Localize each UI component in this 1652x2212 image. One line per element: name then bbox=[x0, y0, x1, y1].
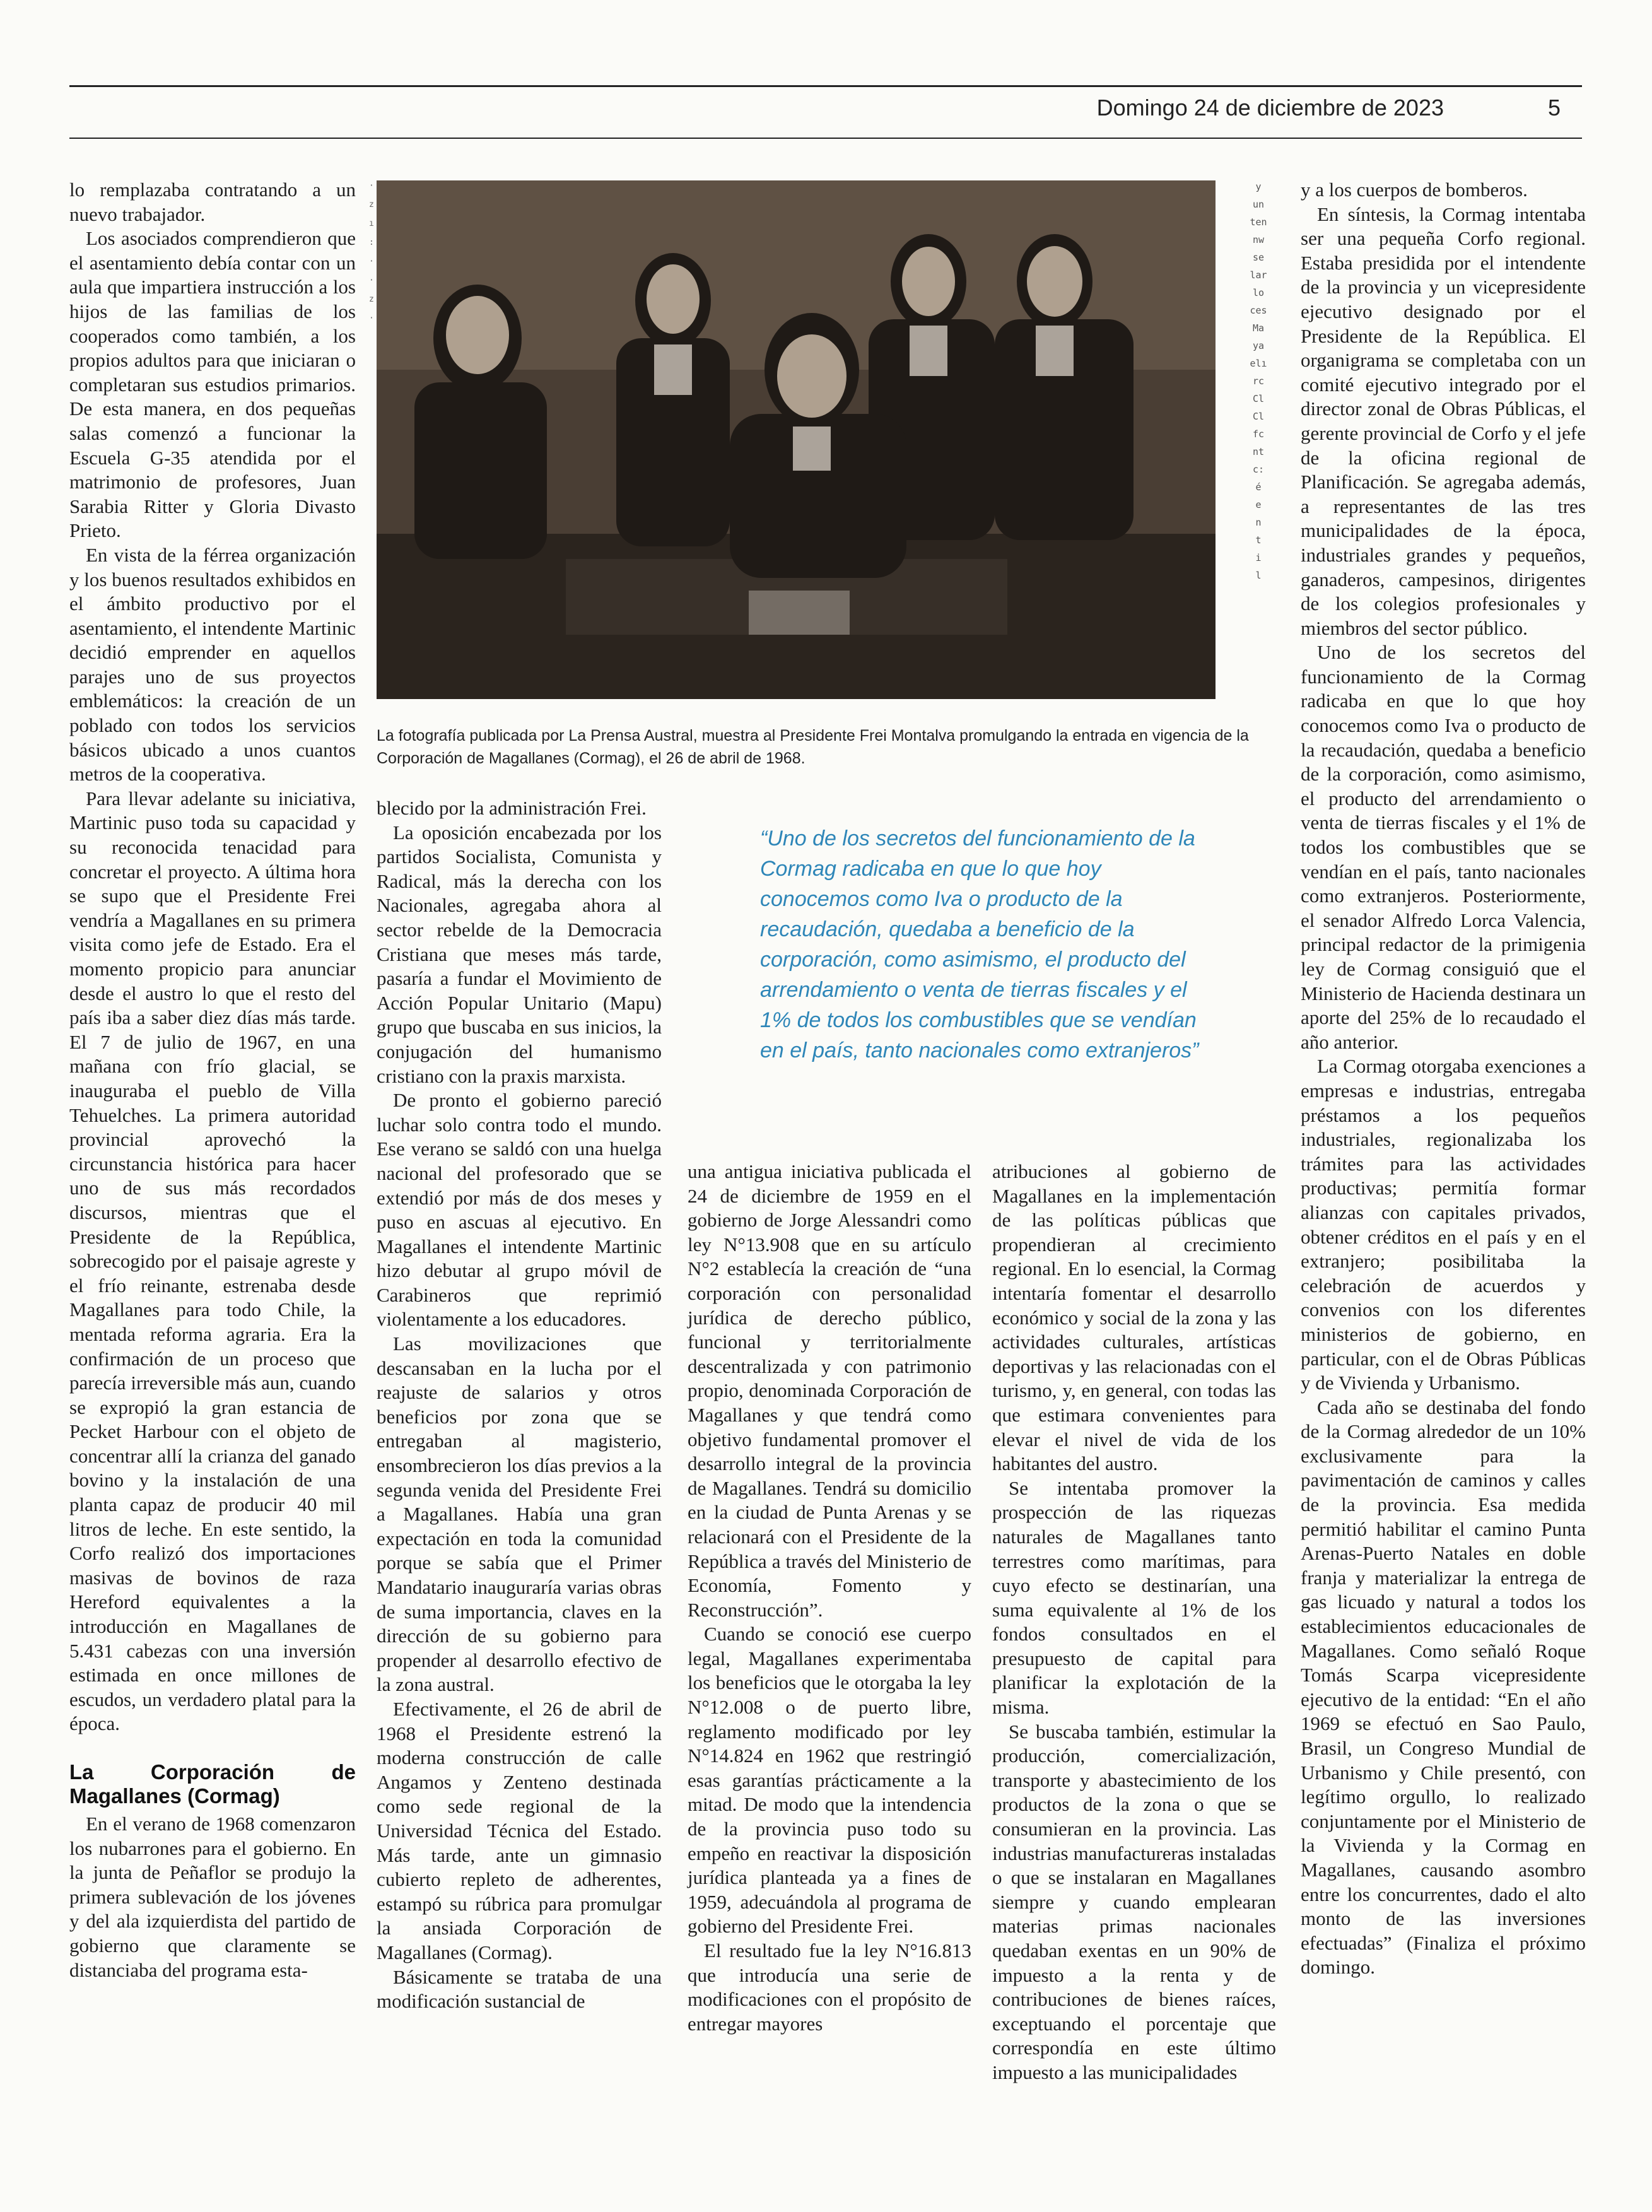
paragraph: Se intentaba promover la prospección de las riquezas naturales de Magallanes tanto terrestres como marítimas, para cuyo efecto se destinarían, una suma equivalente al 1% de los fondos consultados en el presupuesto de capital para planificar la explotación de la misma. bbox=[992, 1476, 1276, 1719]
fragment: : bbox=[369, 238, 374, 247]
paragraph: blecido por la administración Frei. bbox=[377, 797, 647, 819]
fragment: nt bbox=[1252, 446, 1265, 457]
paragraph: La Cormag otorgaba exenciones a empresas e industrias, entregaba préstamos a los pequeños industriales, regionalizaba los trámites para las actividades productivas; permitía formar alianzas con capitales privados, obtener créditos en el país y en el extranjero; posibilitaba la celebración de acuerdos y convenios con los diferentes ministerios de gobierno, en particular, con el de Obras Públicas y de Vivienda y Urbanismo. bbox=[1301, 1055, 1586, 1394]
paragraph: Los asociados comprendieron que el asentamiento debía contar con un aula que impartiera instrucción a los hijos de las familias de los cooperados como también, a los propios adultos para que iniciaran o completaran sus estudios primarios. De esta manera, en dos pequeñas salas comenzó a funcionar la Escuela G-35 atendida por el matrimonio de profesores, Juan Sarabia Ritter y Gloria Divasto Prieto. bbox=[69, 227, 356, 542]
column-5 bbox=[1301, 178, 1586, 1980]
fragment: se bbox=[1252, 252, 1265, 263]
fragment: un bbox=[1252, 199, 1265, 210]
fragment: l bbox=[1255, 570, 1262, 581]
header-rule bbox=[69, 138, 1582, 139]
fragment: c: bbox=[1252, 464, 1265, 475]
column-3 bbox=[688, 1160, 971, 2036]
fragment: Cl bbox=[1252, 411, 1265, 422]
fragment: y bbox=[1255, 181, 1262, 192]
fragment: t bbox=[1255, 534, 1262, 546]
photo-caption: La fotografía publicada por La Prensa Austral, muestra al Presidente Frei Montalva promulgando la entrada en vigencia de la Corporación de Magallanes (Cormag), el 26 de abril de 1968. bbox=[377, 727, 1249, 767]
column-4 bbox=[992, 1160, 1276, 2085]
paragraph: Cuando se conoció ese cuerpo legal, Magallanes experimentaba los beneficios que le otorgaba la ley N°12.008 o de puerto libre, reglamento modificado por ley N°14.824 en 1962 que restringió esas garantías prácticamente a la mitad. De modo que la intendencia de la provincia puso todo su empeño en reactivar la disposición jurídica planteada ya a fines de 1959, adecuándola al programa de gobierno del Presidente Frei. bbox=[688, 1623, 971, 1938]
fragment: lo bbox=[1252, 287, 1265, 298]
fragment: ces bbox=[1250, 305, 1267, 316]
paragraph: En vista de la férrea organización y los buenos resultados exhibidos en el ámbito productivo por el asentamiento, el intendente Martinic decidió emprender en aquellos parajes uno de sus proyectos emblemáticos: la creación de un poblado con todos los servicios básicos ubicado a unos cuantos metros de la cooperativa. bbox=[69, 543, 356, 785]
fragment: · bbox=[369, 181, 374, 191]
paragraph: Las movilizaciones que descansaban en la lucha por el reajuste de salarios y otros beneficios por zona que se entregaban al magisterio, ensombrecieron los días previos a la segunda venida del Presidente Frei a Magallanes. Había una gran expectación en toda la comunidad porque se sabía que el Primer Mandatario inauguraría varias obras de suma importancia, claves en la dirección de su gobierno para propender al desarrollo efectivo de la zona austral. bbox=[377, 1332, 662, 1696]
fragment: nw bbox=[1252, 234, 1265, 245]
paragraph: una antigua iniciativa publicada el 24 de diciembre de 1959 en el gobierno de Jorge Alessandri como ley N°13.908 que en su artículo N°2 establecía la creación de “una corporación con personalidad jurídica de derecho público, funcional y territorialmente descentralizada y con patrimonio propio, denominada Corporación de Magallanes y que tendrá como objetivo fundamental promover el desarrollo integral de la provincia de Magallanes. Tendrá su domicilio en la ciudad de Punta Arenas y se relacionará con el Presidente de la República a través del Ministerio de Economía, Fomento y Reconstrucción”. bbox=[688, 1160, 971, 1621]
fragment: Cl bbox=[1252, 393, 1265, 404]
fragment: é bbox=[1255, 481, 1262, 493]
fragment: · bbox=[369, 314, 374, 323]
page-number: 5 bbox=[1547, 95, 1561, 121]
top-rule bbox=[69, 85, 1582, 87]
fragment: · bbox=[369, 257, 374, 266]
fragment: z bbox=[369, 295, 374, 304]
paragraph: La oposición encabezada por los partidos Socialista, Comunista y Radical, más la derecha con los Nacionales, agregaba ahora al sector rebelde de la Democracia Cristiana que meses más tarde, pasaría a fundar el Movimiento de Acción Popular Unitario (Mapu) grupo que buscaba en sus inicios, la conjugación del humanismo cristiano con la praxis marxista. bbox=[377, 821, 662, 1087]
fragment: ı bbox=[369, 219, 374, 228]
paragraph: atribuciones al gobierno de Magallanes en la implementación de las políticas públicas que propendieran al crecimiento regional. En lo esencial, la Cormag intentaría fomentar el desarrollo económico y social de la zona y las actividades culturales, artísticas deportivas y las relacionadas con el turismo, y, en general, con todas las que estimara convenientes para elevar el nivel de vida de los habitantes del austro. bbox=[992, 1160, 1276, 1475]
fragment: n bbox=[1255, 517, 1262, 528]
paragraph: lo remplazaba contratando a un nuevo trabajador. bbox=[69, 179, 356, 225]
paragraph: Cada año se destinaba del fondo de la Cormag alrededor de un 10% exclusivamente para la pavimentación de caminos y calles de la provincia. Esa medida permitió habilitar el camino Punta Arenas-Puerto Natales en doble franja y materializar la entrega de gas licuado y natural a todos los establecimientos educacionales de Magallanes. Como señaló Roque Tomás Scarpa vicepresidente ejecutivo de la entidad: “En el año 1969 se efectuó en Sao Paulo, Brasil, un Congreso Mundial de Urbanismo y Chile presentó, con legítimo orgullo, lo realizado conjuntamente por el Ministerio de la Vivienda y la Cormag en Magallanes, causando asombro entre los concurrentes, dado el alto monto de las inversiones efectuadas” (Finaliza el próximo domingo. bbox=[1301, 1396, 1586, 1979]
fragment: Ma bbox=[1252, 322, 1265, 334]
photo-illustration bbox=[377, 180, 1216, 699]
fragment: lar bbox=[1250, 269, 1267, 281]
paragraph: De pronto el gobierno pareció luchar solo contra todo el mundo. Ese verano se saldó con una huelga nacional del profesorado que se extendió por más de dos meses y puso en ascuas al ejecutivo. En Magallanes el intendente Martinic hizo debutar al grupo móvil de Carabineros que reprimió violentamente a los educadores. bbox=[377, 1089, 662, 1331]
fragment: rc bbox=[1252, 375, 1265, 387]
paragraph: Uno de los secretos del funcionamiento de la Cormag radicaba en que lo que hoy conocemos como Iva o producto de la recaudación, quedaba a beneficio de la corporación, como asimismo, el producto del arrendamiento o venta de tierras fiscales y el 1% de todos los combustibles que se vendían en el país, tanto nacionales como extranjeros. Posteriormente, el senador Alfredo Lorca Valencia, principal redactor de la primigenia ley de Cormag consiguió que el Ministerio de Hacienda destinara un aporte del 25% de lo recaudado el año anterior. bbox=[1301, 641, 1586, 1053]
paragraph: En el verano de 1968 comenzaron los nubarrones para el gobierno. En la junta de Peñaflor se produjo la primera sublevación de los jóvenes y del ala izquierdista del partido de gobierno que claramente se distanciaba del programa esta- bbox=[69, 1813, 356, 1981]
fragment: i bbox=[1255, 552, 1262, 563]
fragment: ya bbox=[1252, 340, 1265, 351]
fragment: elı bbox=[1250, 358, 1267, 369]
historical-photo bbox=[377, 180, 1216, 699]
pull-quote: “Uno de los secretos del funcionamiento de la Cormag radicaba en que lo que hoy conocemos como Iva o producto de la recaudación, quedaba a beneficio de la corporación, como asimismo, el producto del arrendamiento o venta de tierras fiscales y el 1% de todos los combustibles que se vendían en el país, tanto nacionales como extranjeros” bbox=[760, 827, 1199, 1062]
fragment: e bbox=[1255, 499, 1262, 510]
paragraph: y a los cuerpos de bomberos. bbox=[1301, 179, 1528, 201]
cropped-column-fragments bbox=[1236, 178, 1280, 584]
fragment: fc bbox=[1252, 428, 1265, 440]
paragraph: En síntesis, la Cormag intentaba ser una pequeña Corfo regional. Estaba presidida por el intendente de la provincia y un vicepresidente ejecutivo designado por el Presidente de la República. El organigrama se completaba con un comité ejecutivo integrado por el director zonal de Obras Públicas, el gerente provincial de Corfo y el jefe de la oficina regional de Planificación. Se agregaba además, a representantes de las tres municipalidades de la época, industriales grandes y pequeños, ganaderos, campesinos, dirigentes de los colegios profesionales y miembros del sector público. bbox=[1301, 203, 1586, 639]
header-date: Domingo 24 de diciembre de 2023 bbox=[1096, 95, 1444, 121]
fragment: ten bbox=[1250, 216, 1267, 228]
section-subhead: La Corporación de Magallanes (Cormag) bbox=[69, 1760, 356, 1808]
paragraph: Efectivamente, el 26 de abril de 1968 el Presidente estrenó la moderna construcción de calle Angamos y Zenteno destinada como sede regional de la Universidad Técnica del Estado. Más tarde, ante un gimnasio cubierto repleto de adherentes, estampó su rúbrica para promulgar la ansiada Corporación de Magallanes (Cormag). bbox=[377, 1697, 662, 1963]
paragraph: El resultado fue la ley N°16.813 que introducía una serie de modificaciones con el propósito de entregar mayores bbox=[688, 1939, 971, 2035]
paragraph: Básicamente se trataba de una modificación sustancial de bbox=[377, 1965, 662, 2013]
paragraph: Para llevar adelante su iniciativa, Martinic puso toda su capacidad y su reconocida tenacidad para concretar el proyecto. A última hora se supo que el Presidente Frei vendría a Magallanes en su primera visita como jefe de Estado. Era el momento propicio para anunciar desde el austro lo que el resto del país iba a saber diez días más tarde. El 7 de julio de 1967, en una mañana con frío glacial, se inauguraba el pueblo de Villa Tehuelches. La primera autoridad provincial aprovechó la circunstancia histórica para hacer uno de sus más recordados discursos, mientras que el Presidente de la República, sobrecogido por el paisaje agreste y el frío reinante, estrenaba desde Magallanes para todo Chile, la mentada reforma agraria. Era la confirmación de un proceso que parecía irreversible más aun, cuando se expropió la gran estancia de Pecket Harbour con el objeto de concentrar allí la crianza del ganado bovino y la instalación de una planta capaz de producir 40 mil litros de leche. En este sentido, la Corfo realizó dos importaciones masivas de bovinos de raza Hereford equivalentes a la introducción en Magallanes de 5.431 cabezas con una inversión estimada en once millones de escudos, un verdadero platal para la época. bbox=[69, 787, 356, 1735]
column-1 bbox=[69, 178, 356, 1982]
fragment: z bbox=[369, 200, 374, 209]
paragraph: Se buscaba también, estimular la producción, comercialización, transporte y abastecimiento de los productos de la zona o que se consumieran en la provincia. Las industrias manufactureras instaladas o que se instalaran en Magallanes siempre y cuando emplearan materias primas nacionales quedaban exentas en un 90% de impuesto a la renta y de contribuciones de bienes raíces, exceptuando el porcentaje que correspondía en este último impuesto a las municipalidades bbox=[992, 1720, 1276, 2083]
column-2 bbox=[377, 796, 662, 2014]
fragment: · bbox=[369, 276, 374, 285]
